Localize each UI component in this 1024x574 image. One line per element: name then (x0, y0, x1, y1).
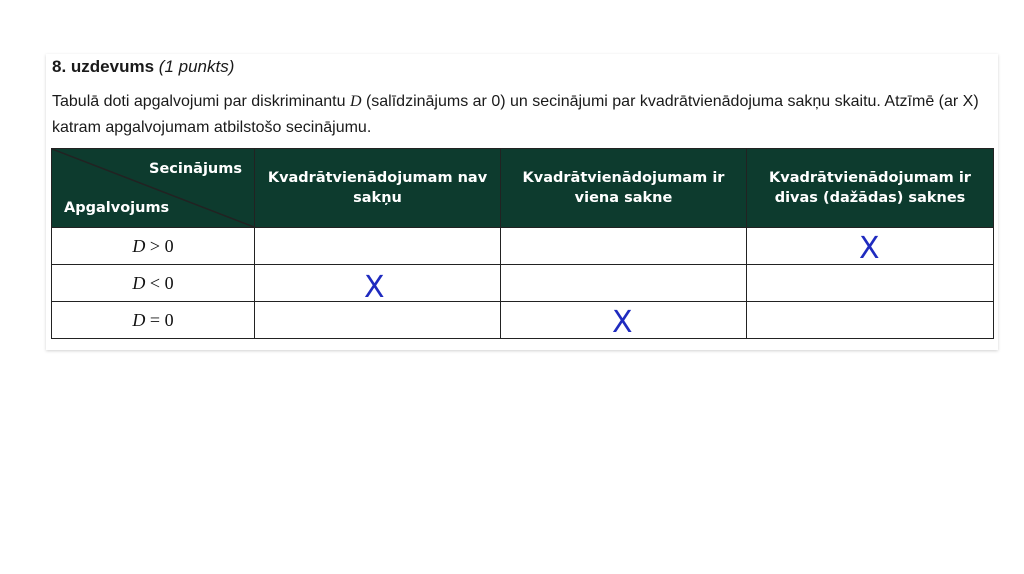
answer-cell[interactable] (501, 228, 747, 265)
answer-cell[interactable] (747, 228, 994, 265)
condition-variable: D (132, 309, 146, 330)
description-variable: D (349, 93, 362, 110)
table-corner-cell (52, 149, 255, 228)
table-header-row (52, 149, 994, 228)
corner-label-conclusion: Secinājums (149, 161, 242, 177)
condition-cell (52, 302, 255, 339)
condition-relation: > 0 (145, 235, 174, 256)
answer-cell[interactable] (747, 302, 994, 339)
condition-relation: < 0 (145, 272, 174, 293)
x-mark: X (859, 231, 880, 266)
description-text-1: Tabulā doti apgalvojumi par diskriminantu (52, 93, 350, 110)
answer-cell[interactable] (747, 265, 994, 302)
table-row (52, 265, 994, 302)
task-description (52, 89, 996, 141)
task-number: 8. uzdevums (52, 57, 155, 76)
answer-cell[interactable] (501, 302, 747, 339)
x-mark: X (612, 305, 633, 340)
table-row (52, 228, 994, 265)
column-header-two-roots: Kvadrātvienādojumam ir divas (dažādas) saknes (747, 149, 994, 228)
column-header-one-root: Kvadrātvienādojumam ir viena sakne (501, 149, 747, 228)
description-text-2: (salīdzinājums ar 0) un secinājumi par kvadrātvienādojuma sakņu skaitu. Atzīmē (ar X) katram apgalvojumam atbilstošo secinājumu. (52, 93, 979, 136)
table-row (52, 302, 994, 339)
answer-cell[interactable] (255, 265, 501, 305)
condition-variable: D (132, 272, 146, 293)
corner-label-statement: Apgalvojums (64, 200, 170, 216)
condition-cell (52, 228, 255, 265)
condition-cell (52, 265, 255, 302)
answer-table (51, 148, 994, 339)
answer-cell[interactable] (255, 228, 501, 265)
task-points: (1 punkts) (158, 57, 235, 76)
column-header-no-roots: Kvadrātvienādojumam nav sakņu (255, 149, 501, 228)
condition-relation: = 0 (145, 309, 174, 330)
answer-cell[interactable] (501, 265, 747, 302)
task-title (52, 57, 234, 77)
x-mark: X (364, 270, 385, 305)
answer-cell[interactable] (255, 302, 501, 339)
condition-variable: D (132, 235, 146, 256)
